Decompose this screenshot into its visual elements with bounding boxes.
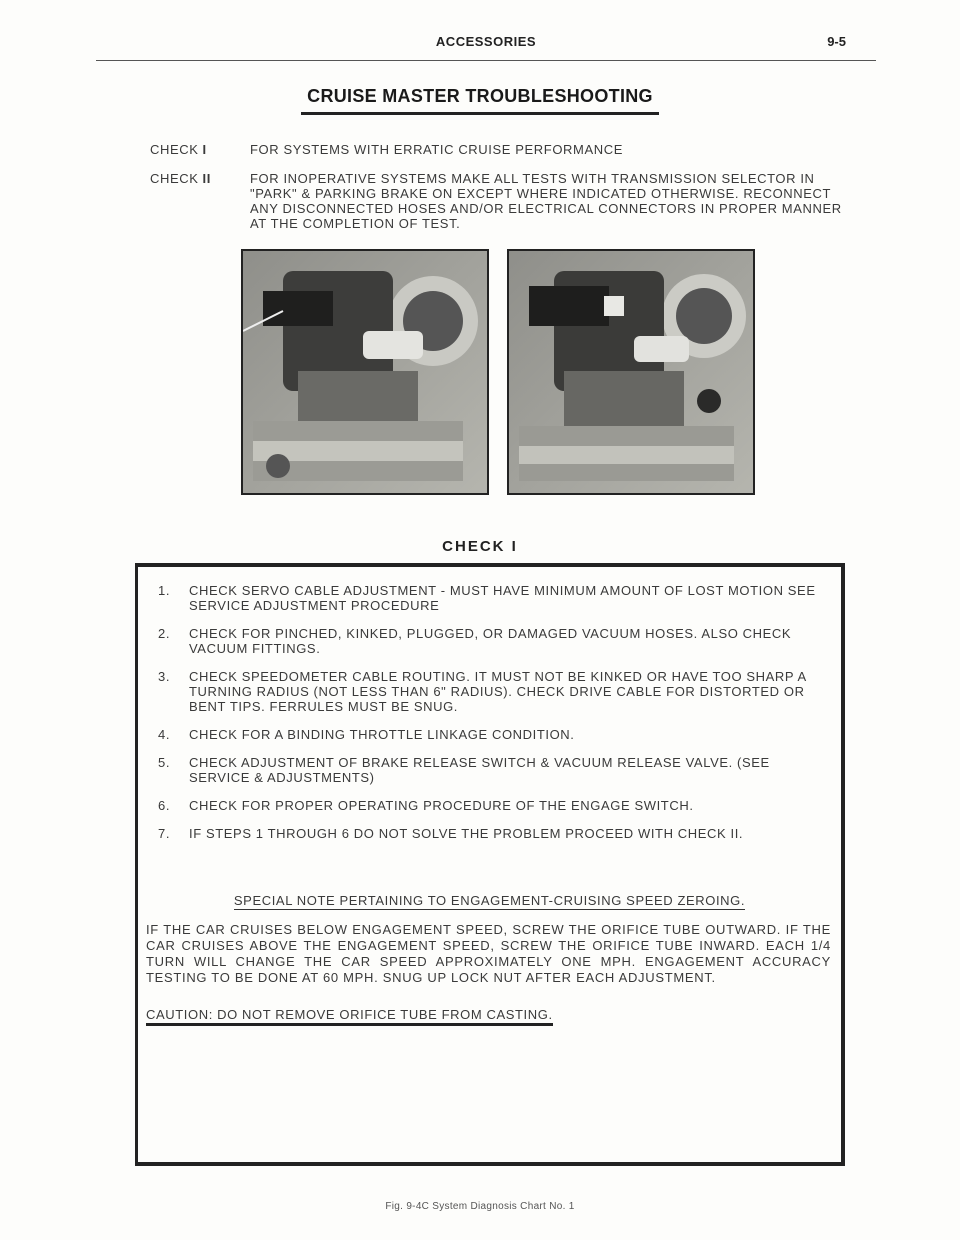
step-text: CHECK SERVO CABLE ADJUSTMENT - MUST HAVE MINIMUM AMOUNT OF LOST MOTION SEE SERVICE ADJUSTMENT PROCEDURE <box>189 583 816 613</box>
step-number: 6. <box>158 798 171 813</box>
caution-text: CAUTION: DO NOT REMOVE ORIFICE TUBE FROM CASTING. <box>146 1007 553 1026</box>
step-text: CHECK FOR PROPER OPERATING PROCEDURE OF THE ENGAGE SWITCH. <box>189 798 694 813</box>
check-label-word: CHECK <box>150 171 199 186</box>
caution-note <box>146 1007 553 1022</box>
check-label <box>150 171 250 231</box>
section-title: ACCESSORIES <box>435 34 537 49</box>
servo-photo-left-image <box>243 251 487 493</box>
check-numeral: I <box>202 142 207 157</box>
running-head <box>96 34 876 56</box>
step-item <box>158 826 828 841</box>
check-1-steps <box>158 583 828 854</box>
check-description: FOR SYSTEMS WITH ERRATIC CRUISE PERFORMANCE <box>250 142 623 157</box>
check-label <box>150 142 250 157</box>
figure-caption: Fig. 9-4C System Diagnosis Chart No. 1 <box>385 1201 575 1212</box>
check-1-heading: CHECK I <box>442 538 518 555</box>
step-item <box>158 669 828 714</box>
document-title <box>0 86 960 115</box>
special-note-body: IF THE CAR CRUISES BELOW ENGAGEMENT SPEED, SCREW THE ORIFICE TUBE OUTWARD. IF THE CAR CRUISES ABOVE THE ENGAGEMENT SPEED, SCREW THE ORIFICE TUBE INWARD. EACH 1/4 TURN WILL CHANGE THE CAR SPEED APPROXIMATELY ONE MPH. ENGAGEMENT ACCURACY TESTING TO BE DONE AT 60 MPH. SNUG UP LOCK NUT AFTER EACH ADJUSTMENT. <box>146 922 831 985</box>
step-item <box>158 626 828 656</box>
check-description: FOR INOPERATIVE SYSTEMS MAKE ALL TESTS WITH TRANSMISSION SELECTOR IN "PARK" & PARKING BRAKE ON EXCEPT WHERE INDICATED OTHERWISE. RECONNECT ANY DISCONNECTED HOSES AND/OR ELECTRICAL CONNECTORS IN PROPER MANNER AT THE COMPLETION OF TEST. <box>250 171 842 231</box>
special-note-heading <box>138 893 841 908</box>
check-definition-1 <box>150 142 850 157</box>
step-text: IF STEPS 1 THROUGH 6 DO NOT SOLVE THE PROBLEM PROCEED WITH CHECK II. <box>189 826 744 841</box>
step-number: 7. <box>158 826 171 841</box>
header-rule <box>96 60 876 61</box>
servo-photo-right-image <box>509 251 753 493</box>
check-numeral: II <box>202 171 211 186</box>
check-1-procedure-box <box>135 563 845 1166</box>
step-item <box>158 583 828 613</box>
servo-photo-left <box>241 249 489 495</box>
step-item <box>158 755 828 785</box>
check-definitions <box>150 142 850 245</box>
page-number: 9-5 <box>827 34 846 49</box>
step-text: CHECK FOR PINCHED, KINKED, PLUGGED, OR DAMAGED VACUUM HOSES. ALSO CHECK VACUUM FITTINGS. <box>189 626 792 656</box>
step-number: 2. <box>158 626 171 641</box>
step-text: CHECK ADJUSTMENT OF BRAKE RELEASE SWITCH & VACUUM RELEASE VALVE. (SEE SERVICE & ADJUSTMENTS) <box>189 755 770 785</box>
special-note-heading-text: SPECIAL NOTE PERTAINING TO ENGAGEMENT-CRUISING SPEED ZEROING. <box>233 893 746 908</box>
step-number: 4. <box>158 727 171 742</box>
step-item <box>158 798 828 813</box>
check-label-word: CHECK <box>150 142 199 157</box>
servo-photo-right <box>507 249 755 495</box>
step-number: 1. <box>158 583 171 598</box>
step-text: CHECK FOR A BINDING THROTTLE LINKAGE CONDITION. <box>189 727 575 742</box>
step-number: 5. <box>158 755 171 770</box>
step-text: CHECK SPEEDOMETER CABLE ROUTING. IT MUST NOT BE KINKED OR HAVE TOO SHARP A TURNING RADIUS (NOT LESS THAN 6" RADIUS). CHECK DRIVE CABLE FOR DISTORTED OR BENT TIPS. FERRULES MUST BE SNUG. <box>189 669 807 714</box>
step-number: 3. <box>158 669 171 684</box>
document-title-text: CRUISE MASTER TROUBLESHOOTING <box>301 86 659 115</box>
step-item <box>158 727 828 742</box>
check-definition-2 <box>150 171 850 231</box>
